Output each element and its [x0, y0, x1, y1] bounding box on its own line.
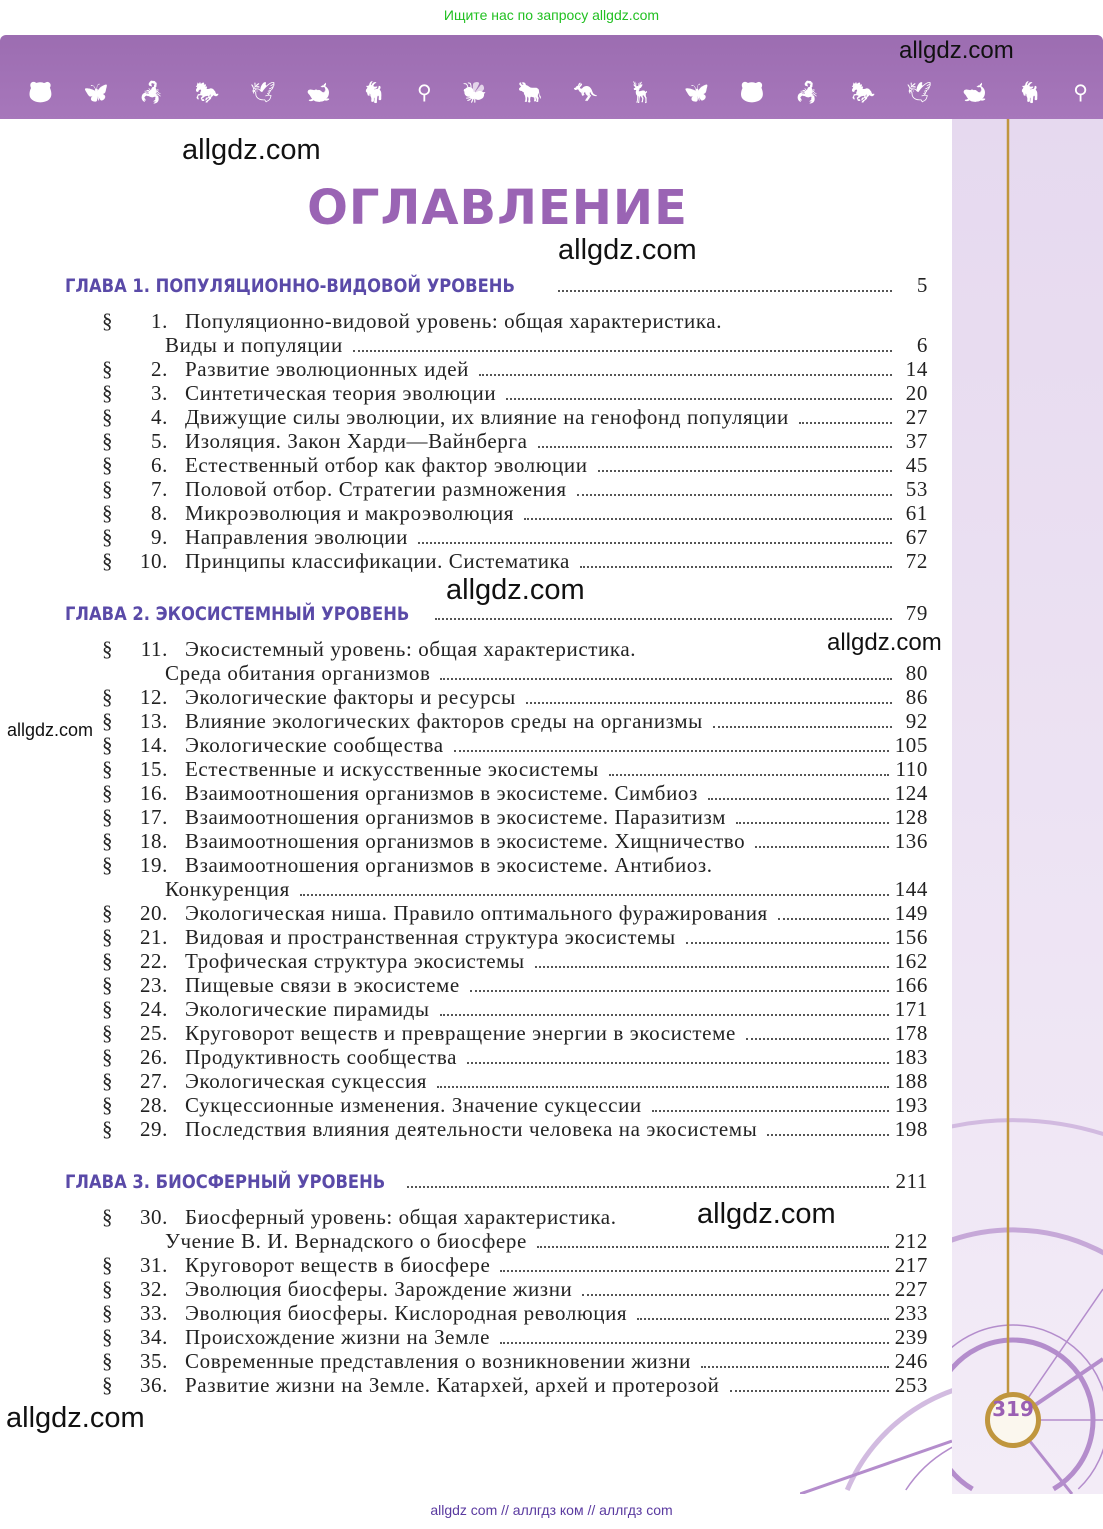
section-title: Трофическая структура экосистемы	[185, 949, 525, 973]
section-number: 5.	[151, 429, 168, 453]
dot-leader	[470, 990, 889, 992]
toc-entry	[65, 757, 928, 781]
section-sign: §	[102, 757, 114, 781]
section-number: 9.	[151, 525, 168, 549]
watermark: allgdz.com	[899, 37, 1014, 64]
compass-decoration-icon	[952, 119, 1103, 1494]
chapter-page: 211	[895, 1169, 928, 1193]
section-title: Эволюция биосферы. Зарождение жизни	[185, 1277, 573, 1301]
section-title: Синтетическая теория эволюции	[185, 381, 497, 405]
section-title: Пищевые связи в экосистеме	[185, 973, 460, 997]
section-page: 136	[894, 829, 928, 853]
dot-leader	[767, 1134, 888, 1136]
section-sign: §	[102, 549, 114, 573]
antelope-icon: 🦌	[628, 82, 654, 104]
section-number: 36.	[139, 1373, 168, 1397]
dot-leader	[755, 846, 888, 848]
section-sign: §	[102, 1069, 114, 1093]
section-title: Взаимоотношения организмов в экосистеме. Хищничество	[185, 829, 746, 853]
section-sign: §	[102, 1349, 114, 1373]
section-sign: §	[102, 477, 114, 501]
section-page: 227	[894, 1277, 928, 1301]
toc-entry	[65, 637, 928, 661]
section-title: Взаимоотношения организмов в экосистеме. Антибиоз.	[185, 853, 713, 877]
section-number: 10.	[139, 549, 168, 573]
section-page: 212	[894, 1229, 928, 1253]
section-number: 12.	[139, 685, 168, 709]
section-page: 105	[894, 733, 928, 757]
dot-leader	[537, 1246, 889, 1248]
dot-leader	[418, 542, 892, 544]
section-sign: §	[102, 637, 114, 661]
animal-icons-row	[28, 79, 1088, 107]
section-number: 34.	[139, 1325, 168, 1349]
section-number: 21.	[139, 925, 168, 949]
section-sign: §	[102, 501, 114, 525]
section-sign: §	[102, 453, 114, 477]
toc-entry	[65, 1277, 928, 1301]
dot-leader	[454, 750, 889, 752]
toc-entry	[65, 1117, 928, 1141]
section-sign: §	[102, 733, 114, 757]
section-page: 86	[905, 685, 928, 709]
section-title: Развитие жизни на Земле. Катархей, архей и протерозой	[185, 1373, 720, 1397]
section-title: Круговорот веществ в биосфере	[185, 1253, 491, 1277]
insect-icon: 🐝	[462, 82, 488, 104]
section-sign: §	[102, 685, 114, 709]
section-sign: §	[102, 709, 114, 733]
dot-leader	[558, 290, 892, 292]
section-sign: §	[102, 357, 114, 381]
toc-entry	[65, 661, 928, 685]
section-sign: §	[102, 1093, 114, 1117]
watermark: allgdz.com	[558, 234, 697, 266]
toc-entry	[65, 525, 928, 549]
dot-leader	[708, 798, 889, 800]
section-number: 2.	[151, 357, 168, 381]
section-sign: §	[102, 1205, 114, 1229]
dot-leader	[440, 678, 892, 680]
dot-leader	[778, 918, 889, 920]
section-page: 246	[894, 1349, 928, 1373]
section-sign: §	[102, 1253, 114, 1277]
watermark: allgdz.com	[7, 720, 94, 740]
section-title: Современные представления о возникновении жизни	[185, 1349, 691, 1373]
section-title: Последствия влияния деятельности человека на экосистемы	[185, 1117, 758, 1141]
section-page: 193	[894, 1093, 928, 1117]
section-title: Направления эволюции	[185, 525, 408, 549]
section-number: 18.	[139, 829, 168, 853]
section-title: Экологические сообщества	[185, 733, 444, 757]
section-page: 67	[905, 525, 928, 549]
section-sign: §	[102, 525, 114, 549]
section-title: Экологические факторы и ресурсы	[185, 685, 516, 709]
bird-icon: 🕊	[906, 82, 932, 104]
toc-entry	[65, 1301, 928, 1325]
section-number: 11.	[140, 637, 168, 661]
section-title: Популяционно-видовой уровень: общая характеристика.	[185, 309, 723, 333]
dot-leader	[500, 1342, 889, 1344]
dot-leader	[730, 1390, 889, 1392]
page-title: ОГЛАВЛЕНИЕ	[307, 180, 688, 236]
dot-leader	[582, 1294, 888, 1296]
section-sign: §	[102, 429, 114, 453]
section-number: 28.	[139, 1093, 168, 1117]
section-page: 37	[905, 429, 928, 453]
bear-icon: 🐻	[28, 82, 53, 104]
butterfly-icon: 🦋	[83, 82, 109, 104]
section-title: Экологическая ниша. Правило оптимального фуражирования	[185, 901, 768, 925]
toc-entry	[65, 925, 928, 949]
section-sign: §	[102, 901, 114, 925]
dot-leader	[526, 702, 892, 704]
scorpion-icon: 🦂	[139, 82, 164, 104]
section-page: 171	[894, 997, 928, 1021]
chapter-heading	[65, 1169, 928, 1193]
whale-icon: 🐋	[962, 82, 988, 104]
section-number: 3.	[151, 381, 168, 405]
section-sign: §	[102, 309, 114, 333]
toc-entry	[65, 949, 928, 973]
dot-leader	[524, 518, 892, 520]
section-sign: §	[102, 853, 114, 877]
watermark: allgdz.com	[827, 629, 942, 656]
dot-leader	[637, 1318, 889, 1320]
toc-entry	[65, 1229, 928, 1253]
dot-leader	[353, 350, 892, 352]
section-title: Экосистемный уровень: общая характеристика.	[185, 637, 637, 661]
toc-entry	[65, 453, 928, 477]
toc-entry	[65, 781, 928, 805]
dot-leader	[535, 966, 889, 968]
butterfly-icon: 🦋	[684, 82, 710, 104]
section-page: 183	[894, 1045, 928, 1069]
toc-entry	[65, 357, 928, 381]
section-page: 27	[905, 405, 928, 429]
toc-entry	[65, 733, 928, 757]
section-number: 35.	[139, 1349, 168, 1373]
section-title: Экологическая сукцессия	[185, 1069, 428, 1093]
dot-leader	[736, 822, 889, 824]
toc-entry	[65, 381, 928, 405]
section-number: 22.	[139, 949, 168, 973]
dot-leader	[300, 894, 889, 896]
toc-entry	[65, 973, 928, 997]
section-page: 128	[894, 805, 928, 829]
dot-leader	[479, 374, 892, 376]
toc-entry	[65, 901, 928, 925]
seahorse-icon: ⚲	[416, 82, 432, 104]
watermark: allgdz.com	[6, 1402, 145, 1434]
section-number: 16.	[139, 781, 168, 805]
section-number: 14.	[139, 733, 168, 757]
toc-entry	[65, 309, 928, 333]
section-page: 53	[905, 477, 928, 501]
section-title: Круговорот веществ и превращение энергии в экосистеме	[185, 1021, 736, 1045]
toc-entry	[65, 877, 928, 901]
toc-entry	[65, 997, 928, 1021]
chapter-heading	[65, 273, 928, 297]
toc-entry	[65, 805, 928, 829]
chapter-page: 79	[905, 601, 928, 625]
top-note: Ищите нас по запросу allgdz.com	[443, 7, 660, 23]
section-title: Сукцессионные изменения. Значение сукцессии	[185, 1093, 642, 1117]
section-number: 32.	[139, 1277, 168, 1301]
section-sign: §	[102, 1021, 114, 1045]
goat-icon: 🐐	[1017, 82, 1043, 104]
chapter-page: 5	[916, 273, 928, 297]
toc-entry	[65, 333, 928, 357]
section-number: 33.	[139, 1301, 168, 1325]
dot-leader	[440, 1014, 889, 1016]
dot-leader	[746, 1038, 889, 1040]
section-sign: §	[102, 405, 114, 429]
dot-leader	[686, 942, 889, 944]
toc-entry	[65, 1069, 928, 1093]
dot-leader	[701, 1366, 889, 1368]
section-number: 15.	[139, 757, 168, 781]
section-page: 217	[894, 1253, 928, 1277]
section-number: 31.	[139, 1253, 168, 1277]
toc-entry	[65, 853, 928, 877]
toc-entry	[65, 1373, 928, 1397]
chapter-title: ГЛАВА 1. ПОПУЛЯЦИОННО-ВИДОВОЙ УРОВЕНЬ	[65, 275, 515, 297]
section-page: 124	[894, 781, 928, 805]
section-number: 25.	[139, 1021, 168, 1045]
section-page: 253	[894, 1373, 928, 1397]
toc-entry	[65, 1045, 928, 1069]
kangaroo-icon: 🦘	[573, 82, 599, 104]
toc-entry	[65, 685, 928, 709]
section-number: 26.	[139, 1045, 168, 1069]
section-title: Эволюция биосферы. Кислородная революция	[185, 1301, 628, 1325]
dot-leader	[407, 1186, 889, 1188]
section-number: 7.	[151, 477, 168, 501]
section-page: 156	[894, 925, 928, 949]
section-title: Взаимоотношения организмов в экосистеме. Паразитизм	[185, 805, 726, 829]
section-sign: §	[102, 381, 114, 405]
section-sign: §	[102, 829, 114, 853]
section-number: 1.	[151, 309, 168, 333]
section-page: 92	[905, 709, 928, 733]
section-title: Экологические пирамиды	[185, 997, 430, 1021]
section-sign: §	[102, 1373, 114, 1397]
toc-entry	[65, 501, 928, 525]
toc-entry	[65, 1253, 928, 1277]
section-title: Принципы классификации. Систематика	[185, 549, 570, 573]
toc-entry	[65, 709, 928, 733]
section-title: Происхождение жизни на Земле	[185, 1325, 490, 1349]
dot-leader	[609, 774, 890, 776]
section-page: 149	[894, 901, 928, 925]
section-title: Естественный отбор как фактор эволюции	[185, 453, 588, 477]
section-page: 198	[894, 1117, 928, 1141]
whale-icon: 🐋	[305, 82, 331, 104]
toc-entry	[65, 549, 928, 573]
horse-icon: 🐎	[850, 82, 876, 104]
section-number: 6.	[151, 453, 168, 477]
section-title: Влияние экологических факторов среды на организмы	[185, 709, 703, 733]
section-page: 166	[894, 973, 928, 997]
section-sign: §	[102, 949, 114, 973]
section-number: 17.	[139, 805, 168, 829]
dot-leader	[538, 446, 892, 448]
toc-entry	[65, 1093, 928, 1117]
page-number: 319	[985, 1392, 1041, 1448]
toc-entry	[65, 477, 928, 501]
section-page: 14	[905, 357, 928, 381]
scorpion-icon: 🦂	[795, 82, 821, 104]
section-title: Видовая и пространственная структура экосистемы	[185, 925, 676, 949]
section-page: 20	[905, 381, 928, 405]
watermark: allgdz.com	[697, 1198, 836, 1230]
chapter-title: ГЛАВА 2. ЭКОСИСТЕМНЫЙ УРОВЕНЬ	[65, 603, 410, 625]
section-title: Продуктивность сообщества	[185, 1045, 458, 1069]
section-sign: §	[102, 1117, 114, 1141]
toc-entry	[65, 1349, 928, 1373]
section-number: 23.	[139, 973, 168, 997]
side-decoration	[952, 119, 1103, 1494]
section-number: 19.	[139, 853, 168, 877]
horse-icon: 🐎	[194, 82, 220, 104]
toc-entry	[65, 405, 928, 429]
section-title: Взаимоотношения организмов в экосистеме. Симбиоз	[185, 781, 698, 805]
section-sign: §	[102, 1277, 114, 1301]
section-page: 162	[894, 949, 928, 973]
section-title: Биосферный уровень: общая характеристика.	[185, 1205, 617, 1229]
chapter-title: ГЛАВА 3. БИОСФЕРНЫЙ УРОВЕНЬ	[65, 1171, 386, 1193]
dot-leader	[598, 470, 892, 472]
section-page: 72	[905, 549, 928, 573]
section-page: 144	[894, 877, 928, 901]
section-page: 80	[905, 661, 928, 685]
section-title: Половой отбор. Стратегии размножения	[185, 477, 567, 501]
bear-icon: 🐻	[739, 82, 765, 104]
section-page: 61	[905, 501, 928, 525]
section-number: 4.	[151, 405, 168, 429]
section-sign: §	[102, 997, 114, 1021]
section-sign: §	[102, 1045, 114, 1069]
section-page: 239	[894, 1325, 928, 1349]
seahorse-icon: ⚲	[1073, 82, 1088, 104]
dot-leader	[437, 1086, 889, 1088]
watermark: allgdz.com	[446, 574, 585, 606]
footer-note: allgdz com // аллгдз ком // аллгдз com	[430, 1502, 673, 1518]
bull-icon: 🐂	[517, 82, 543, 104]
dot-leader	[467, 1062, 889, 1064]
section-number: 24.	[139, 997, 168, 1021]
section-number: 20.	[139, 901, 168, 925]
watermark: allgdz.com	[182, 134, 321, 166]
section-number: 27.	[139, 1069, 168, 1093]
section-title: Развитие эволюционных идей	[185, 357, 470, 381]
section-sign: §	[102, 925, 114, 949]
section-page: 110	[895, 757, 928, 781]
section-sign: §	[102, 805, 114, 829]
section-title: Конкуренция	[165, 877, 290, 901]
dot-leader	[577, 494, 892, 496]
dot-leader	[500, 1270, 888, 1272]
goat-icon: 🐐	[361, 82, 387, 104]
section-title: Микроэволюция и макроэволюция	[185, 501, 515, 525]
dot-leader	[652, 1110, 889, 1112]
toc-entry	[65, 829, 928, 853]
dot-leader	[506, 398, 892, 400]
toc-entry	[65, 1021, 928, 1045]
section-sign: §	[102, 1301, 114, 1325]
section-title: Движущие силы эволюции, их влияние на генофонд популяции	[185, 405, 789, 429]
section-title: Среда обитания организмов	[165, 661, 431, 685]
section-number: 8.	[151, 501, 168, 525]
section-sign: §	[102, 781, 114, 805]
section-title: Естественные и искусственные экосистемы	[185, 757, 599, 781]
section-title: Виды и популяции	[165, 333, 343, 357]
section-title: Изоляция. Закон Харди—Вайнберга	[185, 429, 528, 453]
dot-leader	[435, 618, 892, 620]
section-sign: §	[102, 1325, 114, 1349]
toc-entry	[65, 429, 928, 453]
section-page: 188	[894, 1069, 928, 1093]
section-page: 45	[905, 453, 928, 477]
section-page: 6	[916, 333, 928, 357]
section-title: Учение В. И. Вернадского о биосфере	[165, 1229, 527, 1253]
toc-entry	[65, 1325, 928, 1349]
section-sign: §	[102, 973, 114, 997]
section-number: 13.	[139, 709, 168, 733]
dot-leader	[580, 566, 892, 568]
dot-leader	[799, 422, 892, 424]
dot-leader	[713, 726, 892, 728]
section-page: 178	[894, 1021, 928, 1045]
section-number: 29.	[139, 1117, 168, 1141]
section-page: 233	[894, 1301, 928, 1325]
bird-icon: 🕊	[250, 82, 276, 104]
section-number: 30.	[139, 1205, 168, 1229]
